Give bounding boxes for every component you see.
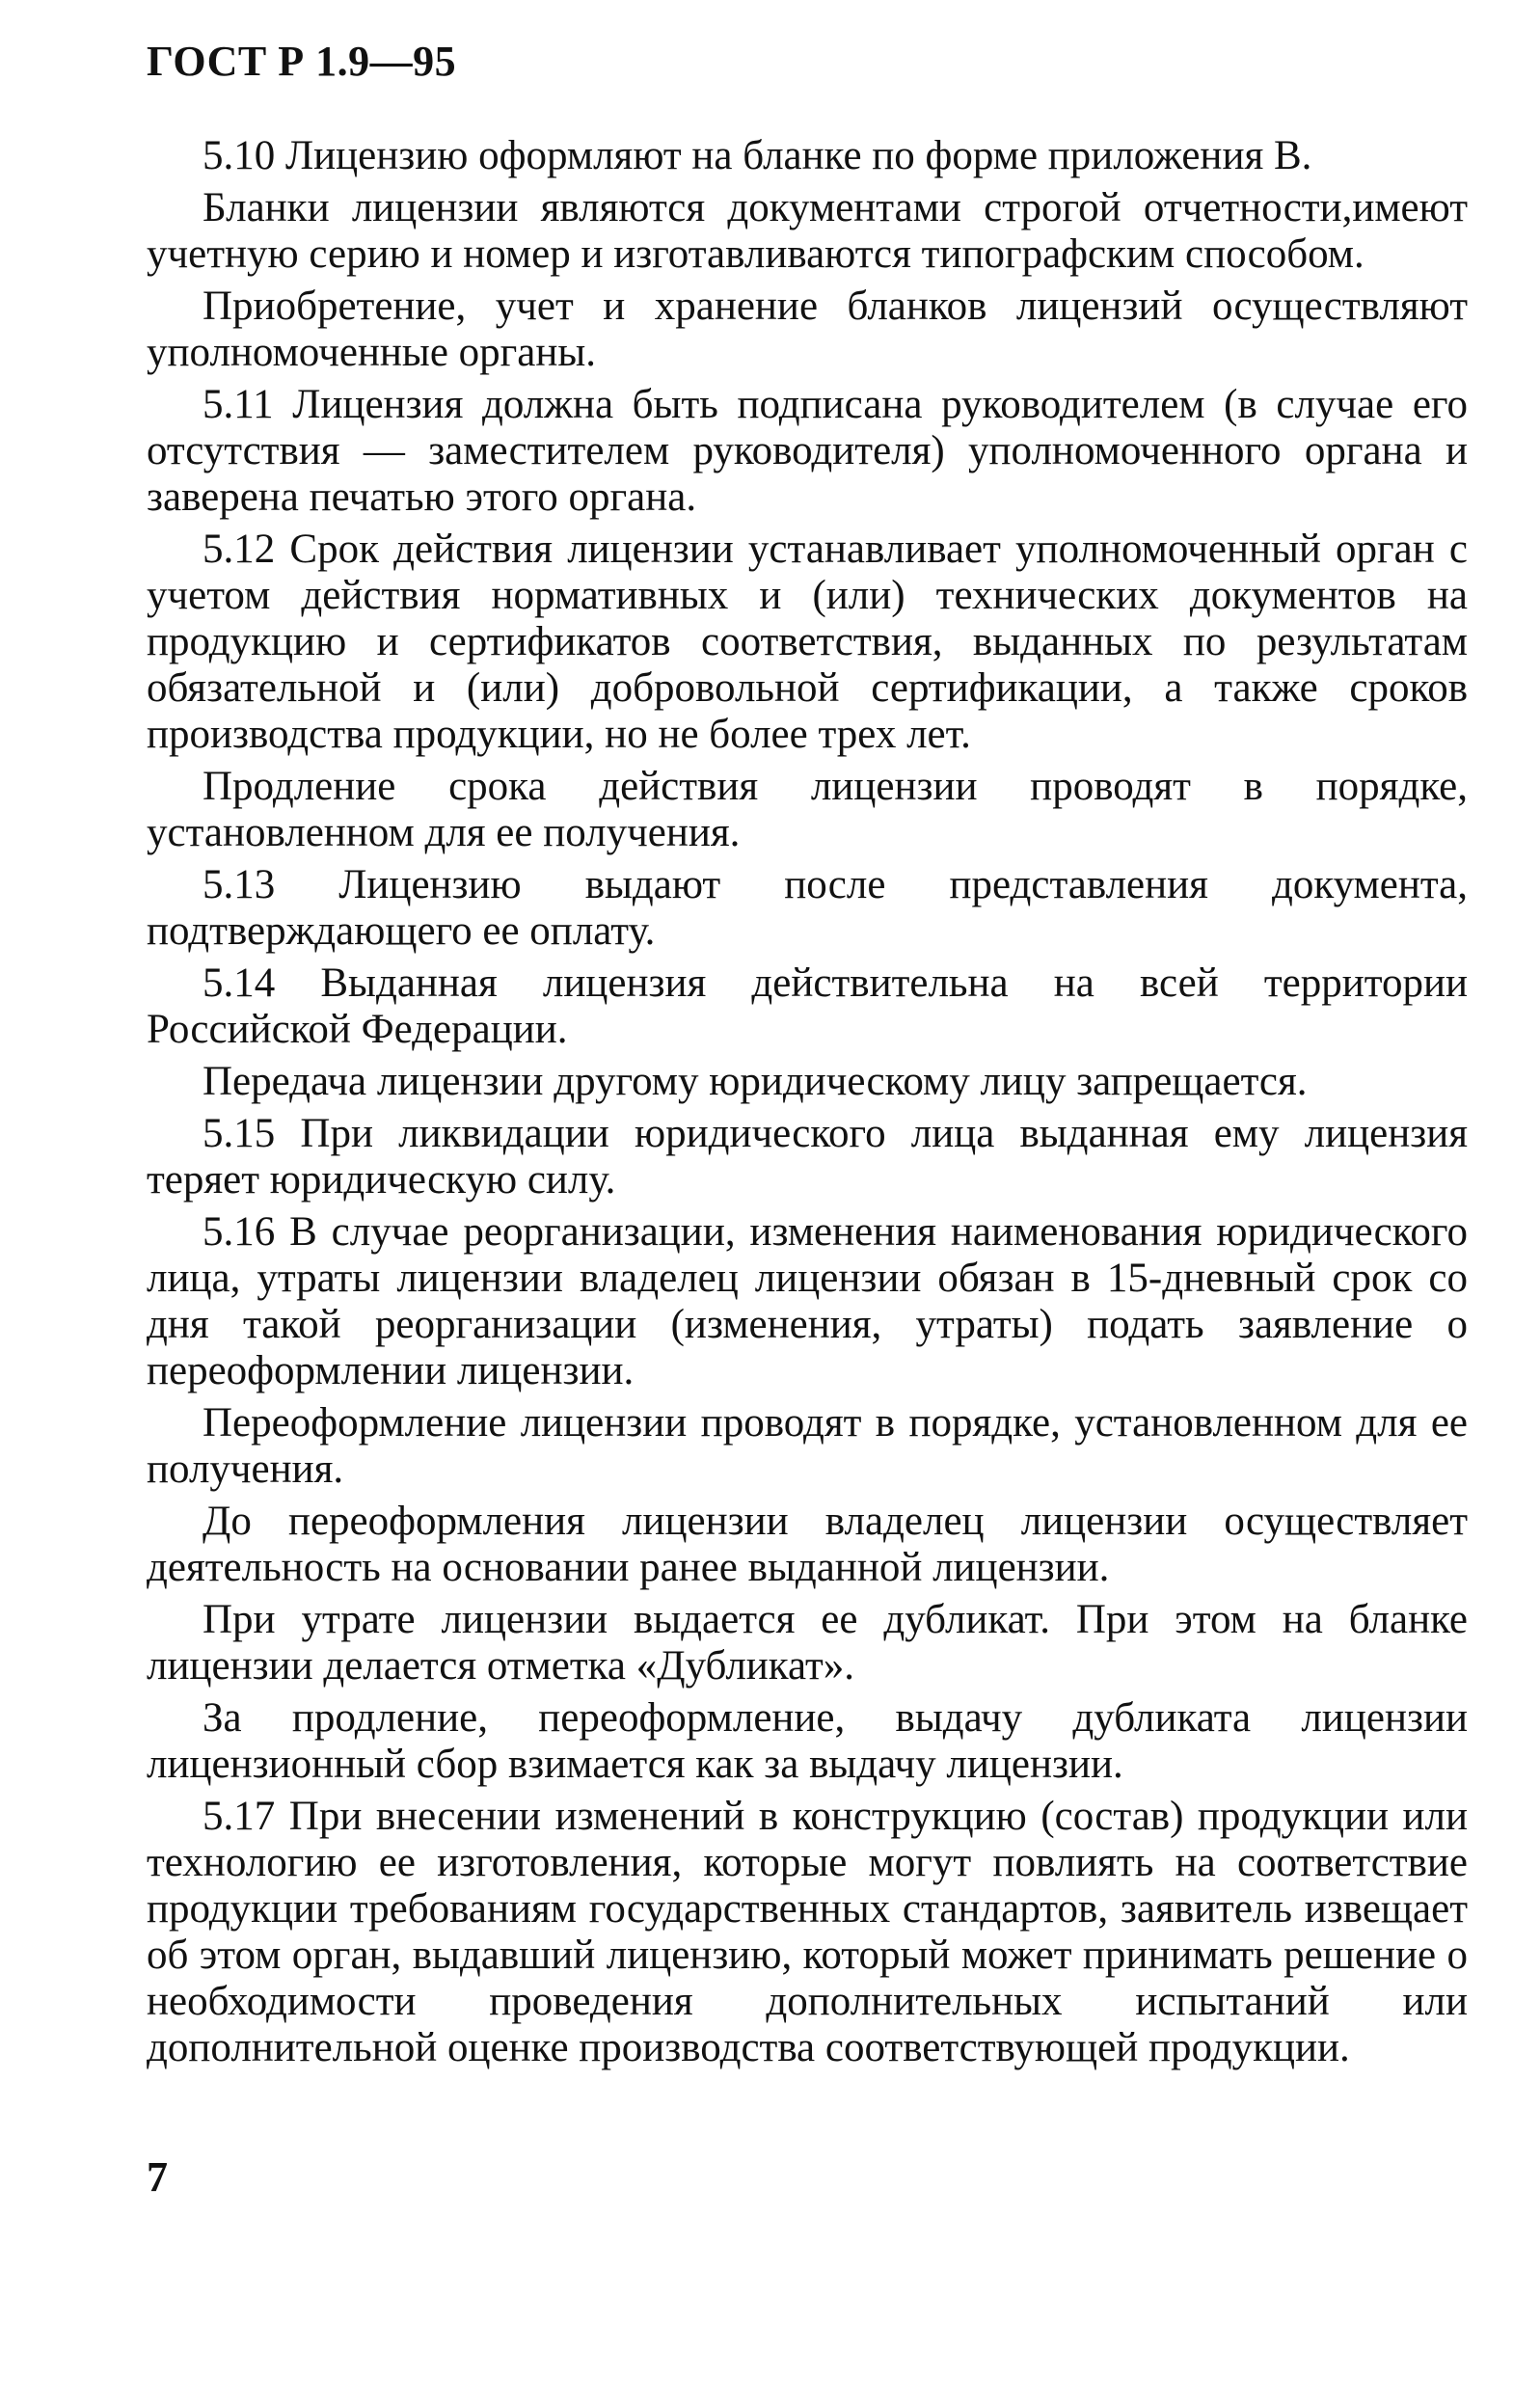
document-body bbox=[147, 133, 1468, 2077]
paragraph-forms-storage: Приобретение, учет и хранение бланков лицензий осуществляют уполномоченные органы. bbox=[147, 284, 1468, 375]
paragraph-5-14: 5.14 Выданная лицензия действительна на всей территории Российской Федерации. bbox=[147, 960, 1468, 1052]
paragraph-5-15: 5.15 При ликвидации юридического лица выданная ему лицензия теряет юридическую силу. bbox=[147, 1111, 1468, 1203]
paragraph-reissue-order: Переоформление лицензии проводят в порядке, установленном для ее получения. bbox=[147, 1400, 1468, 1492]
paragraph-5-11: 5.11 Лицензия должна быть подписана руководителем (в случае его отсутствия — заместителем руководителя) уполномоченного органа и заверена печатью этого органа. bbox=[147, 382, 1468, 520]
paragraph-5-10: 5.10 Лицензию оформляют на бланке по форме приложения В. bbox=[203, 133, 1312, 178]
document-header: ГОСТ Р 1.9—95 bbox=[147, 38, 457, 85]
paragraph-5-13: 5.13 Лицензию выдают после представления документа, подтверждающего ее оплату. bbox=[147, 862, 1468, 954]
paragraph-5-17: 5.17 При внесении изменений в конструкцию (состав) продукции или технологию ее изготовления, которые могут повлиять на соответствие продукции требованиям государственных стандартов, заявитель извещает об этом орган, выдавший лицензию, который может принимать решение о необходимости проведения дополнительных испытаний или дополнительной оценке производства соответствующей продукции. bbox=[147, 1794, 1468, 2070]
paragraph-fee: За продление, переоформление, выдачу дубликата лицензии лицензионный сбор взимается как за выдачу лицензии. bbox=[147, 1695, 1468, 1787]
paragraph-before-reissue: До переоформления лицензии владелец лицензии осуществляет деятельность на основании ранее выданной лицензии. bbox=[147, 1499, 1468, 1590]
paragraph-transfer-prohibited: Передача лицензии другому юридическому лицу запрещается. bbox=[203, 1059, 1308, 1104]
paragraph-5-12: 5.12 Срок действия лицензии устанавливает уполномоченный орган с учетом действия нормативных и (или) технических документов на продукцию и сертификатов соответствия, выданных по результатам обязательной и (или) добровольной сертификации, а также сроков производства продукции, но не более трех лет. bbox=[147, 527, 1468, 757]
paragraph-5-16: 5.16 В случае реорганизации, изменения наименования юридического лица, утраты лицензии владелец лицензии обязан в 15-дневный срок со дня такой реорганизации (изменения, утраты) подать заявление о переоформлении лицензии. bbox=[147, 1209, 1468, 1393]
paragraph-extension: Продление срока действия лицензии проводят в порядке, установленном для ее получения. bbox=[147, 764, 1468, 855]
paragraph-duplicate: При утрате лицензии выдается ее дубликат. При этом на бланке лицензии делается отметка «Дубликат». bbox=[147, 1597, 1468, 1689]
paragraph-license-forms: Бланки лицензии являются документами строгой отчетности,имеют учетную серию и номер и изготавливаются типографским способом. bbox=[147, 185, 1468, 277]
page-number: 7 bbox=[147, 2153, 168, 2201]
